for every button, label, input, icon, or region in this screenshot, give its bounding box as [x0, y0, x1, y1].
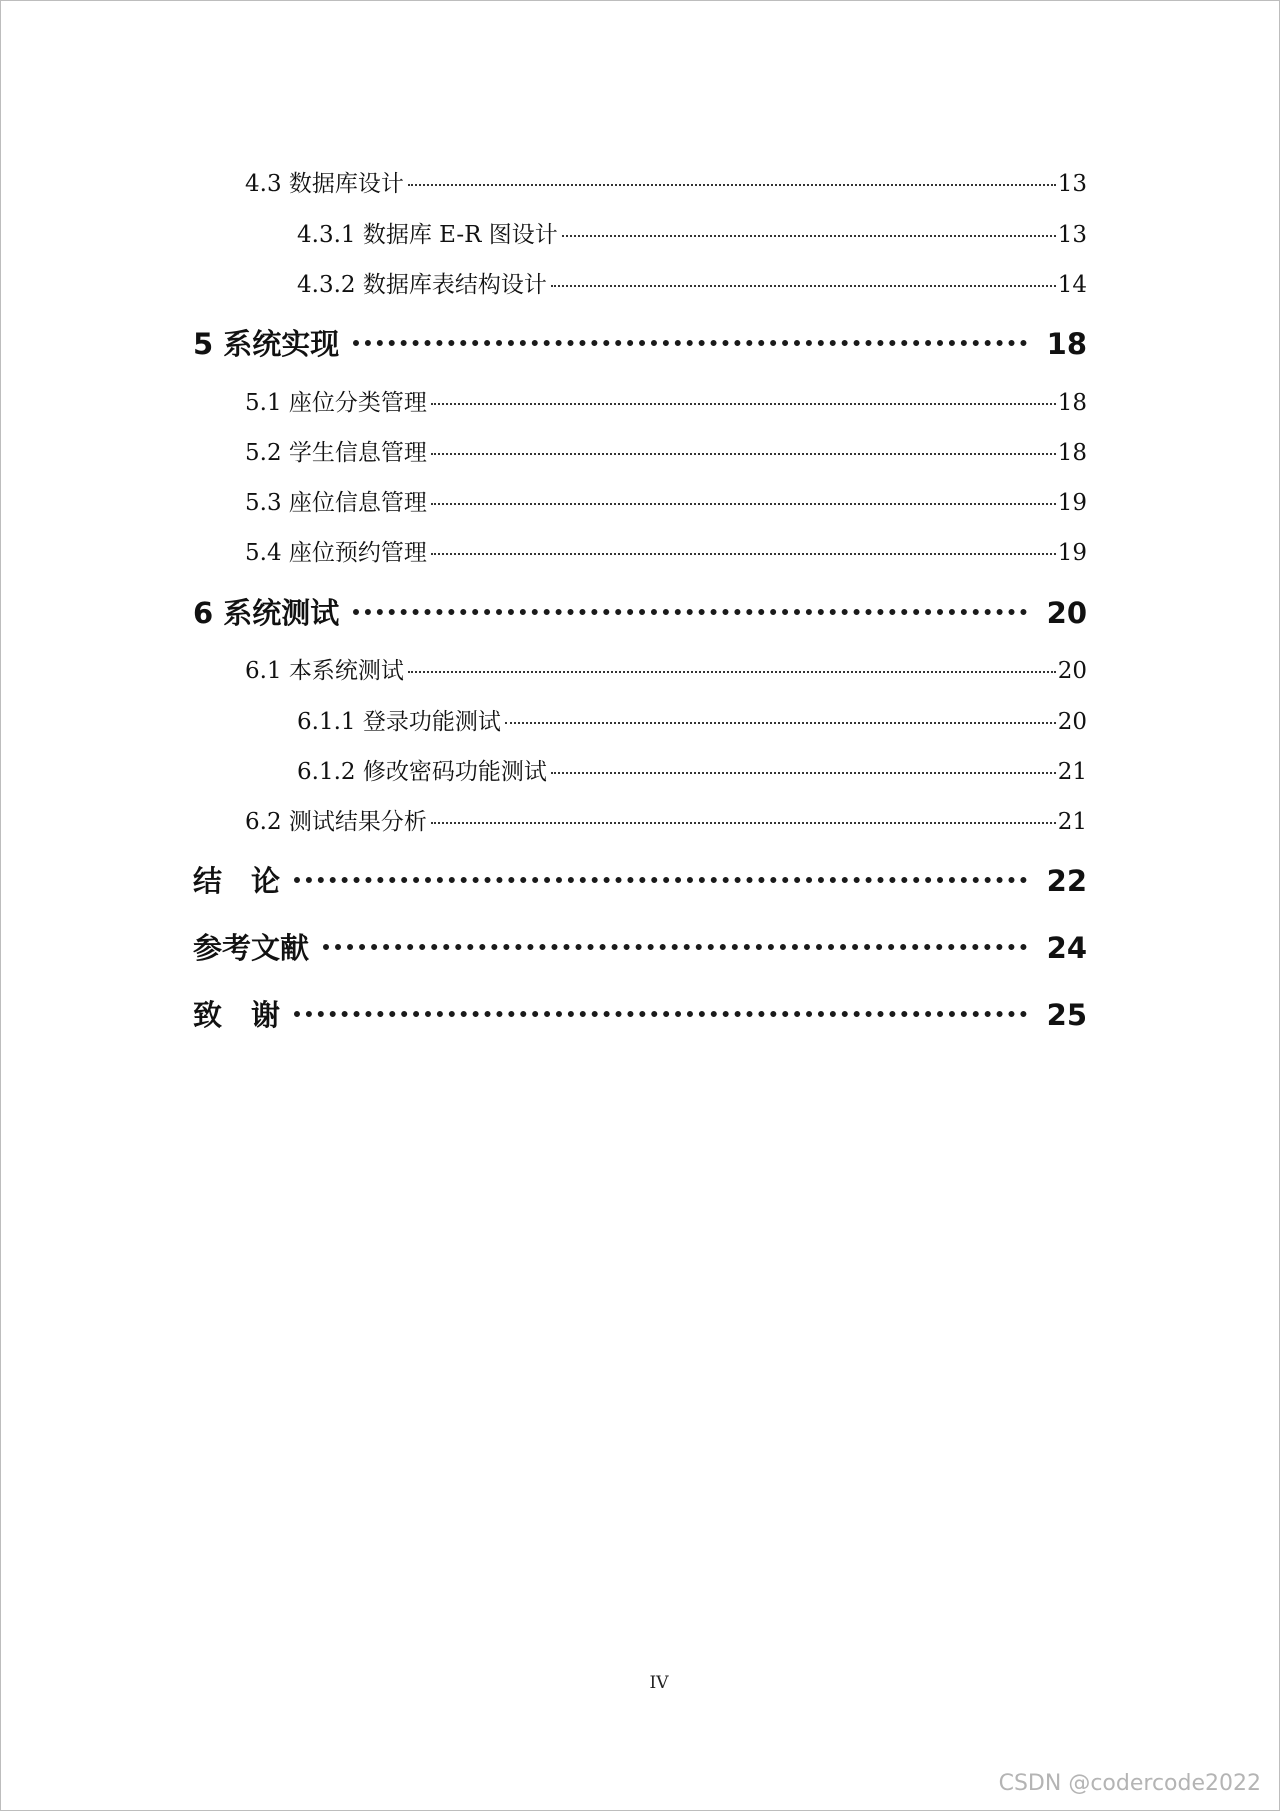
toc-chapter-entry[interactable]	[193, 591, 1087, 632]
toc-entry-page: 20	[1046, 596, 1087, 630]
toc-entry[interactable]	[297, 753, 1087, 786]
toc-entry-page: 24	[1046, 931, 1087, 965]
toc-entry-page: 18	[1057, 390, 1087, 416]
dot-leader	[431, 822, 1056, 824]
toc-entry-page: 13	[1057, 171, 1087, 197]
toc-entry-page: 21	[1057, 759, 1087, 785]
dot-leader	[431, 503, 1056, 505]
toc-entry-title: 5.3 座位信息管理	[245, 490, 427, 516]
dot-leader	[551, 285, 1056, 287]
toc-entry[interactable]	[245, 434, 1087, 467]
toc-entry-page: 25	[1046, 998, 1087, 1032]
dot-leader	[562, 235, 1056, 237]
dot-leader	[505, 722, 1056, 724]
page-number: IV	[649, 1673, 669, 1693]
toc-entry[interactable]	[297, 266, 1087, 299]
dot-leader	[408, 671, 1056, 673]
dot-leader	[431, 453, 1056, 455]
toc-entry-title: 5.4 座位预约管理	[245, 540, 427, 566]
toc-entry[interactable]	[245, 165, 1087, 198]
dot-leader	[294, 877, 1027, 883]
toc-entry-title: 6.1.1 登录功能测试	[297, 709, 501, 735]
dot-leader	[294, 1011, 1027, 1017]
toc-entry-title: 6.2 测试结果分析	[245, 809, 427, 835]
watermark: CSDN @codercode2022	[998, 1771, 1261, 1796]
toc-entry-title: 4.3 数据库设计	[245, 171, 404, 197]
toc-entry[interactable]	[297, 703, 1087, 736]
toc-entry-page: 19	[1057, 540, 1087, 566]
toc-entry[interactable]	[245, 534, 1087, 567]
toc-entry-page: 20	[1057, 709, 1087, 735]
toc-entry-page: 19	[1057, 490, 1087, 516]
dot-leader	[408, 184, 1056, 186]
toc-entry[interactable]	[297, 216, 1087, 249]
toc-entry-title: 参考文献	[193, 931, 310, 965]
dot-leader	[323, 944, 1027, 950]
dot-leader	[431, 553, 1056, 555]
toc-entry-title: 5.2 学生信息管理	[245, 440, 427, 466]
toc-chapter-entry[interactable]	[193, 859, 1087, 900]
toc-chapter-entry[interactable]	[193, 993, 1087, 1034]
toc-entry-title: 结 论	[193, 864, 281, 898]
dot-leader	[353, 340, 1026, 346]
toc-entry-page: 18	[1046, 327, 1087, 361]
dot-leader	[431, 403, 1056, 405]
toc-entry[interactable]	[245, 652, 1087, 685]
toc-chapter-entry[interactable]	[193, 926, 1087, 967]
toc-entry[interactable]	[245, 484, 1087, 517]
toc-entry-page: 14	[1057, 272, 1087, 298]
toc-entry-title: 5 系统实现	[193, 327, 340, 361]
toc-entry-title: 致 谢	[193, 998, 281, 1032]
toc-entry-title: 6 系统测试	[193, 596, 340, 630]
toc-entry-title: 5.1 座位分类管理	[245, 390, 427, 416]
toc-chapter-entry[interactable]	[193, 322, 1087, 363]
toc-entry-title: 4.3.1 数据库 E-R 图设计	[297, 222, 558, 248]
toc-entry-title: 6.1.2 修改密码功能测试	[297, 759, 547, 785]
toc-entry[interactable]	[245, 384, 1087, 417]
dot-leader	[551, 772, 1056, 774]
toc-entry-page: 21	[1057, 809, 1087, 835]
dot-leader	[353, 609, 1026, 615]
toc-entry-page: 13	[1057, 222, 1087, 248]
toc-entry-page: 22	[1046, 864, 1087, 898]
toc-entry-page: 20	[1057, 658, 1087, 684]
toc-entry[interactable]	[245, 803, 1087, 836]
toc-entry-title: 4.3.2 数据库表结构设计	[297, 272, 547, 298]
toc-entry-title: 6.1 本系统测试	[245, 658, 404, 684]
toc-entry-page: 18	[1057, 440, 1087, 466]
